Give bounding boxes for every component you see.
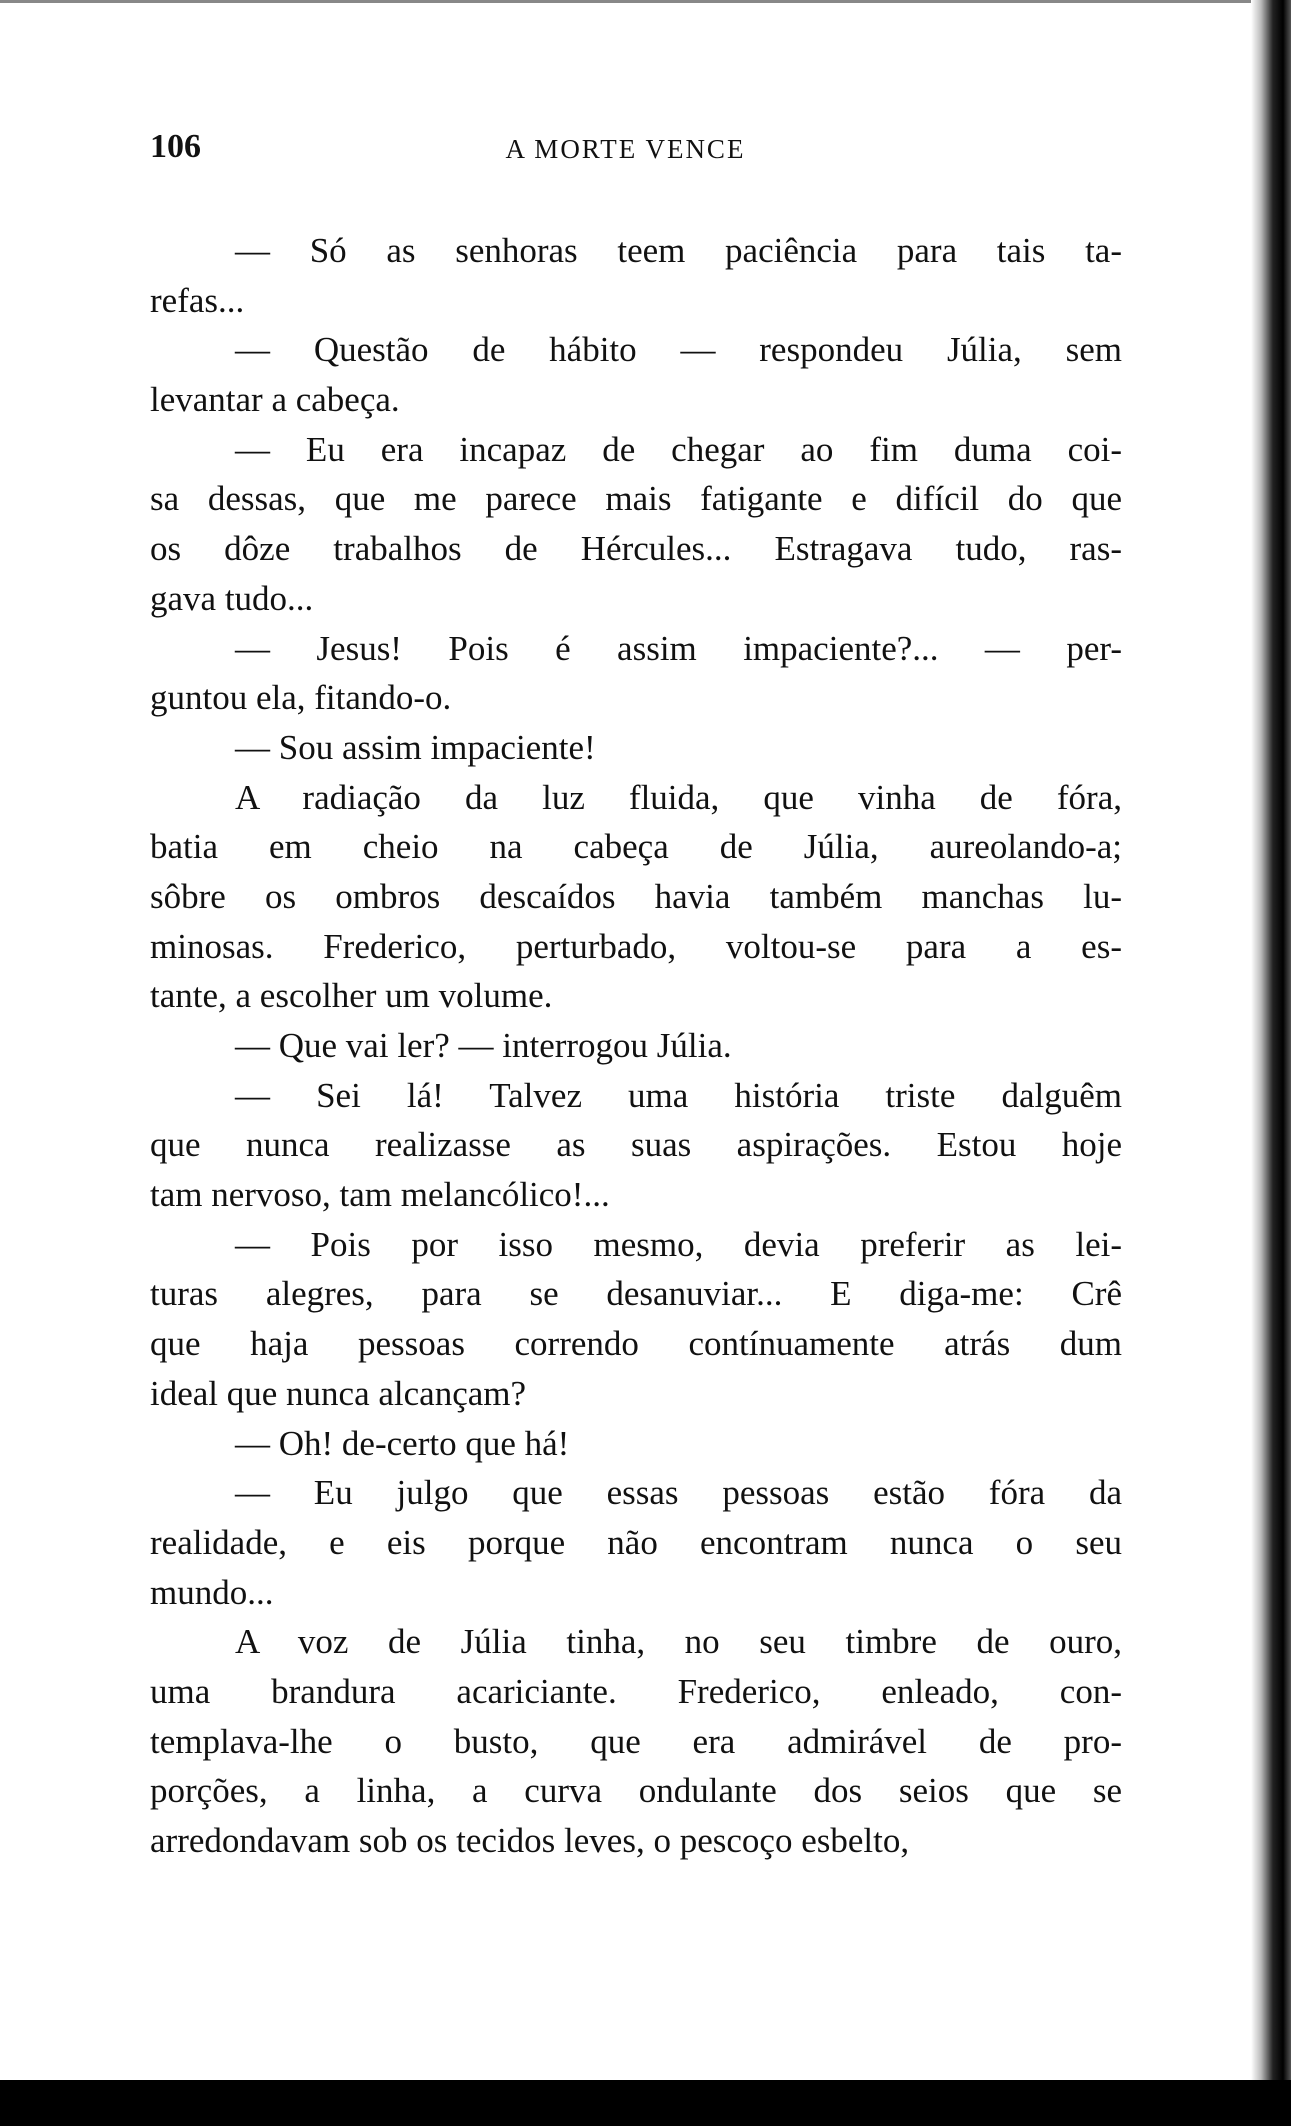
- body-text: [150, 226, 1122, 1866]
- text-line: — Sou assim impaciente!: [235, 727, 596, 767]
- paragraph: [150, 425, 1122, 624]
- paragraph: [150, 624, 1122, 723]
- text-line: mundo...: [150, 1572, 274, 1612]
- text-line: tam nervoso, tam melancólico!...: [150, 1175, 610, 1215]
- text-line: A voz de Júlia tinha, no seu timbre de ouro,: [235, 1622, 1122, 1662]
- running-title: [0, 134, 1291, 165]
- text-line: — Jesus! Pois é assim impaciente?... — per-: [235, 628, 1122, 668]
- paragraph: [150, 1617, 1122, 1865]
- text-line: tante, a escolher um volume.: [150, 976, 553, 1016]
- paragraph: [150, 1419, 1122, 1469]
- text-line: — Questão de hábito — respondeu Júlia, sem: [235, 330, 1122, 370]
- scan-top-edge: [0, 0, 1291, 3]
- paragraph: [150, 1468, 1122, 1617]
- text-line: porções, a linha, a curva ondulante dos seios que se: [150, 1771, 1122, 1811]
- text-line: — Que vai ler? — interrogou Júlia.: [235, 1026, 732, 1065]
- text-line: batia em cheio na cabeça de Júlia, aureolando-a;: [150, 827, 1122, 867]
- text-line: minosas. Frederico, perturbado, voltou-se para a es-: [150, 926, 1122, 966]
- text-line: levantar a cabeça.: [150, 380, 400, 420]
- text-line: — Eu julgo que essas pessoas estão fóra da: [235, 1473, 1122, 1513]
- text-line: templava-lhe o busto, que era admirável de pro-: [150, 1721, 1122, 1761]
- text-line: que haja pessoas correndo contínuamente atrás dum: [150, 1324, 1122, 1364]
- page-number: 106: [150, 128, 201, 165]
- text-line: sa dessas, que me parece mais fatigante e difícil do que: [150, 479, 1122, 519]
- text-line: os dôze trabalhos de Hércules... Estragava tudo, ras-: [150, 529, 1122, 569]
- text-line: gava tudo...: [150, 578, 314, 618]
- text-line: — Pois por isso mesmo, devia preferir as lei-: [235, 1224, 1122, 1264]
- paragraph: [150, 723, 1122, 773]
- paragraph: [150, 1220, 1122, 1419]
- text-line: uma brandura acariciante. Frederico, enleado, con-: [150, 1671, 1122, 1711]
- text-line: realidade, e eis porque não encontram nunca o seu: [150, 1522, 1122, 1562]
- text-line: guntou ela, fitando-o.: [150, 678, 452, 718]
- text-line: — Eu era incapaz de chegar ao fim duma coi-: [235, 429, 1122, 469]
- text-line: refas...: [150, 280, 245, 320]
- text-line: sôbre os ombros descaídos havia também manchas lu-: [150, 876, 1122, 916]
- paragraph: [150, 1071, 1122, 1220]
- text-line: ideal que nunca alcançam?: [150, 1373, 527, 1413]
- running-title-text: A MORTE VENCE: [505, 134, 746, 164]
- paragraph: [150, 226, 1122, 325]
- text-line: turas alegres, para se desanuviar... E diga-me: Crê: [150, 1274, 1122, 1314]
- scan-bottom-edge: [0, 2080, 1291, 2126]
- text-line: — Só as senhoras teem paciência para tais ta-: [235, 231, 1122, 270]
- text-line: — Oh! de-certo que há!: [235, 1423, 570, 1463]
- paragraph: [150, 325, 1122, 424]
- text-line: — Sei lá! Talvez uma história triste dalguêm: [235, 1075, 1122, 1115]
- paragraph: [150, 773, 1122, 1021]
- text-line: que nunca realizasse as suas aspirações. Estou hoje: [150, 1125, 1122, 1165]
- text-line: arredondavam sob os tecidos leves, o pescoço esbelto,: [150, 1821, 910, 1860]
- paragraph: [150, 1021, 1122, 1071]
- book-gutter-shadow: [1251, 0, 1291, 2126]
- text-line: A radiação da luz fluida, que vinha de fóra,: [235, 777, 1122, 817]
